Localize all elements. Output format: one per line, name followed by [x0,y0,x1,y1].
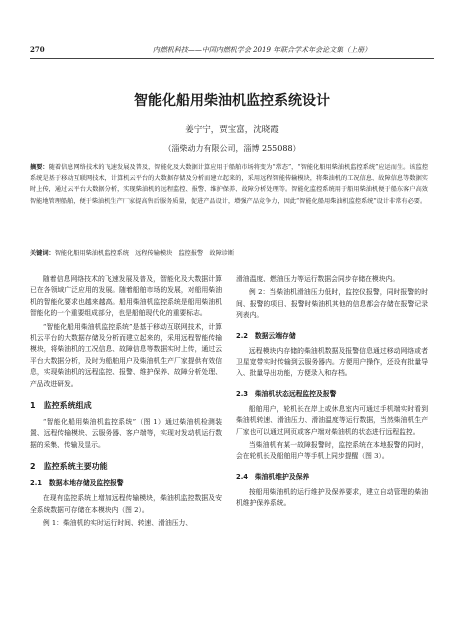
abstract [30,162,428,207]
abstract-label: 摘要： [30,164,49,171]
intro-paragraph-2: “智能化船用柴油机监控系统”是基于移动互联网技术，计算机云平台的大数据存储及分析而建立起来的，采用远程智能传输模块，将柴油机的工况信息、故障信息等数据实时上传，通过云平台大数据分析，及时为船舶用户及柴油机生产厂家提供有效信息，实现柴油机的远程监控、报警、维护保养、故障分析处理、产品改进研发。 [30,322,222,388]
abstract-text: 随着信息网络技术的飞速发展及普及，智能化及大数据计算应用于船舶市场将变为“常态”，“智能化船用柴油机监控系统”应运而生。该监控系统是基于移动互联网技术，计算机云平台的大数据存储及分析而建立起来的，采用远程智能传输模块，将柴油机的工况信息、故障信息等数据实时上传，通过云平台大数据分析，实现柴油机的远程监控、报警、维护保养、故障分析处理等。智能化监控系统用于船用柴油机便于船东客户高效智能地管理船舶，便于柴油机生产厂家提高售后服务质量，促进产品设计，增强产品竞争力，因此“智能化船用柴油机监控系统”设计非常有必要。 [30,164,429,205]
keywords-label: 关键词： [30,250,55,257]
left-column [30,274,222,532]
section-2-1-paragraph: 在现有监控系统上增加远程传输模块，柴油机监控数据及安全系统数据可存储在本模块内（图 2）。 [30,494,222,514]
page-header [30,44,434,59]
affiliation: （淄柴动力有限公司，淄博 255088） [163,144,301,153]
keywords-text: 智能化船用柴油机监控系统 远程传输模块 监控报警 故障诊断 [54,250,235,257]
section-2-3-paragraph-2: 当柴油机有某一故障报警时，监控系统在本地报警的同时，会在轮机长及船舶用户等手机上同步提醒（图 3）。 [236,441,428,461]
section-1-paragraph: “智能化船用柴油机监控系统”（图 1）通过柴油机检测装置、远程传输模块、云服务器、客户端等，实现对发动机运行数据的采集、传输及显示。 [30,418,222,449]
paper-title: 智能化船用柴油机监控系统设计 [134,93,330,109]
example-1-paragraph: 例 1：柴油机的实时运行时间、转速、滑油压力、 [42,519,193,528]
authors: 姜宁宁，贾宝富，沈晓霞 [185,125,279,135]
page-number: 270 [30,45,45,54]
section-2-4-heading: 2.4 柴油机维护及保养 [236,472,310,481]
section-2-4-paragraph: 按船用柴油机的运行维护及保养要求，建立自动管理的柴油机维护保养系统。 [236,487,428,508]
section-1-heading: 1 监控系统组成 [30,401,92,411]
example-1-continued: 滑油温度、燃油压力等运行数据会同步存储在模块内。 [236,275,400,283]
section-2-3-heading: 2.3 柴油机状态远程监控及报警 [236,389,337,398]
section-2-1-heading: 2.1 数据本地存储及监控报警 [30,479,124,488]
section-2-heading: 2 监控系统主要功能 [30,462,108,472]
section-2-2-heading: 2.2 数据云端存储 [236,331,296,340]
example-2-paragraph: 例 2：当柴油机滑油压力低时，监控仪报警，同时报警的时间、报警的项目、报警时柴油机其他的信息都会存储在报警记录列表内。 [236,288,428,320]
running-title: 内燃机科技——中国内燃机学会 2019 年联合学术年会论文集（上册） [152,46,372,54]
right-column [236,274,428,512]
keywords [30,248,428,259]
section-2-3-paragraph-1: 船舶用户，轮机长在岸上或休息室内可通过手机端实时看到柴油机转速、滑油压力、滑油温度等运行数据，当然柴油机生产厂家也可以通过网页或客户端对柴油机的状态进行远程监控。 [236,404,428,436]
intro-paragraph-1: 随着信息网络技术的飞速发展及普及，智能化及大数据计算已在各领域广泛应用的发展。随着船舶市场的发展，对船用柴油机的智能化要求也越来越高。船用柴油机监控系统是船用柴油机智能化的一个重要组成部分，也是船舶现代化的重要标志。 [30,275,222,318]
section-2-2-paragraph: 远程模块内存储的柴油机数据及报警信息通过移动网络或者卫星宽带实时传输到云服务器内。方便用户操作，还设有批量导入、批量导出功能，方便录入和存档。 [236,346,428,378]
